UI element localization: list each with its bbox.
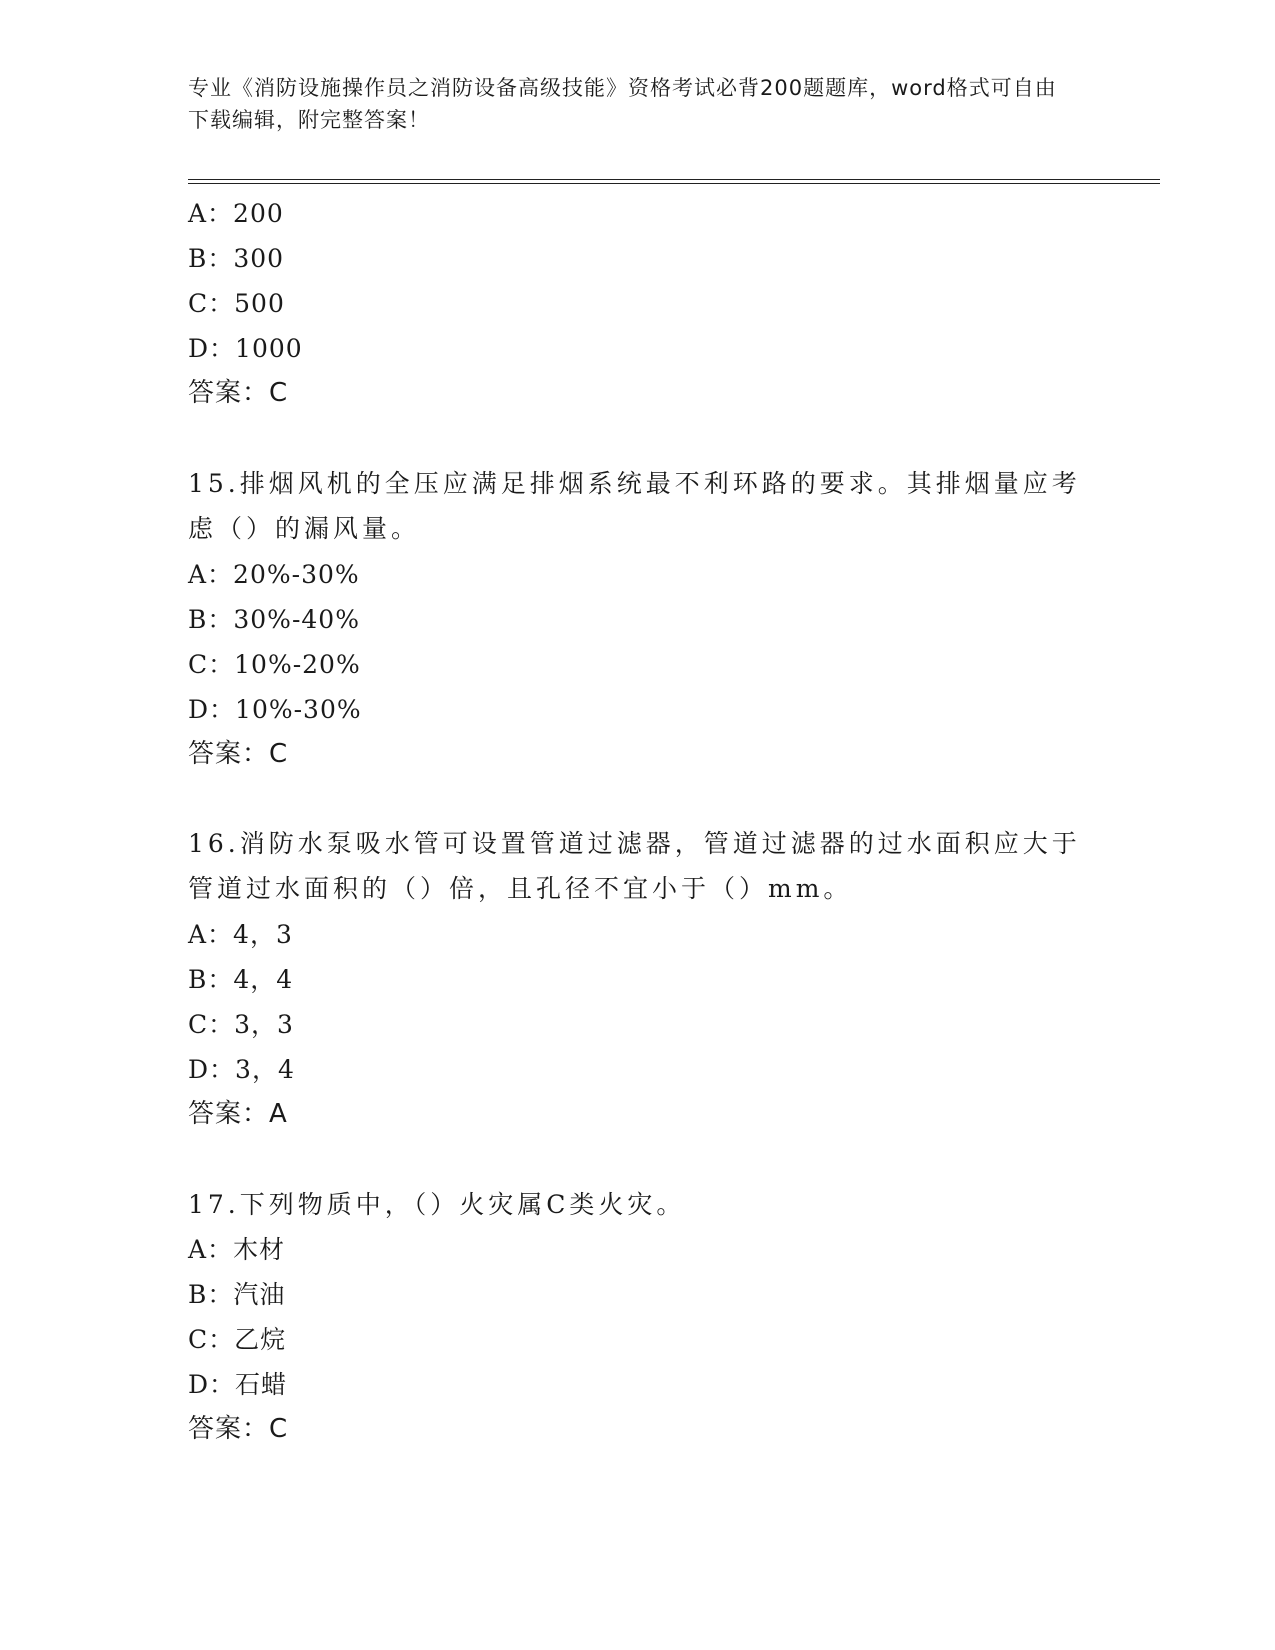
question-stem-line2: 虑（）的漏风量。 <box>188 514 421 543</box>
answer: 答案：A <box>188 1099 288 1129</box>
option-c: C：3，3 <box>188 1010 294 1039</box>
question-stem-line2: 管道过水面积的（）倍，且孔径不宜小于（）mm。 <box>188 874 853 903</box>
answer: 答案：C <box>188 739 289 769</box>
option-a: A：200 <box>188 199 284 228</box>
option-d: D：石蜡 <box>188 1370 288 1399</box>
question-stem-line1: 16.消防水泵吸水管可设置管道过滤器，管道过滤器的过水面积应大于 <box>188 829 1081 858</box>
option-b: B：30%-40% <box>188 605 360 634</box>
option-c: C：10%-20% <box>188 650 361 679</box>
document-header: 专业《消防设施操作员之消防设备高级技能》资格考试必背200题题库，word格式可自由下载编辑，附完整答案！ <box>188 76 1057 132</box>
header-divider-top <box>188 179 1160 180</box>
option-a: A：20%-30% <box>188 560 360 589</box>
option-d: D：10%-30% <box>188 695 362 724</box>
answer: 答案：C <box>188 1414 289 1444</box>
option-b: B：汽油 <box>188 1280 286 1309</box>
option-a: A：木材 <box>188 1235 286 1264</box>
option-a: A：4，3 <box>188 920 293 949</box>
option-c: C：乙烷 <box>188 1325 287 1354</box>
question-stem-line1: 15.排烟风机的全压应满足排烟系统最不利环路的要求。其排烟量应考 <box>188 469 1081 498</box>
option-c: C：500 <box>188 289 285 318</box>
answer: 答案：C <box>188 378 289 408</box>
option-d: D：3，4 <box>188 1055 295 1084</box>
option-d: D：1000 <box>188 334 303 363</box>
option-b: B：300 <box>188 244 285 273</box>
question-stem-line1: 17.下列物质中，（）火灾属C类火灾。 <box>188 1190 686 1219</box>
header-divider-bottom <box>188 183 1160 184</box>
option-b: B：4，4 <box>188 965 294 994</box>
